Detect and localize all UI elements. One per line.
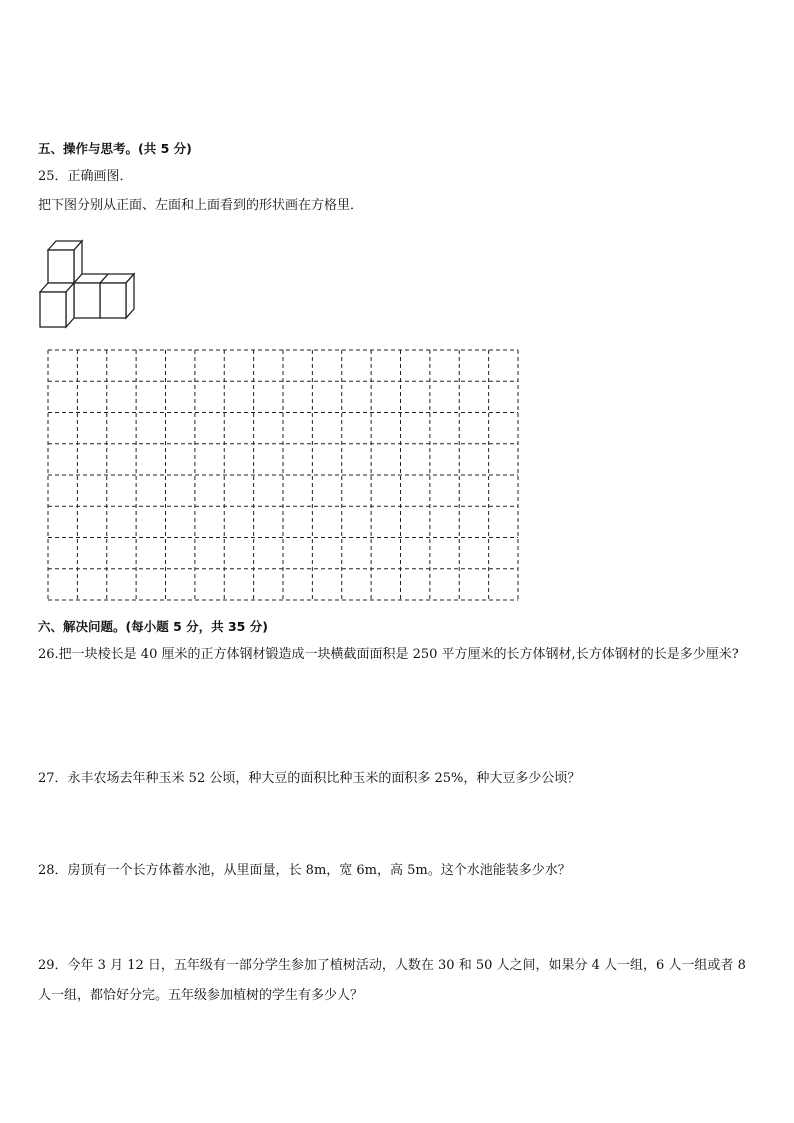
dashed-drawing-grid [46, 348, 524, 606]
question-25-title: 25．正确画图． [38, 169, 133, 184]
question-26: 26.把一块棱长是 40 厘米的正方体钢材锻造成一块横截面面积是 250 平方厘米的长方体钢材,长方体钢材的长是多少厘米? [38, 647, 739, 662]
question-29: 29．今年 3 月 12 日，五年级有一部分学生参加了植树活动，人数在 30 和 50 人之间，如果分 4 人一组，6 人一组或者 8 人一组，都恰好分完。五年级参加植树的学生有多少人？ [38, 958, 746, 1003]
section-6-heading: 六、解决问题。(每小题 5 分，共 35 分) [38, 619, 268, 634]
question-25-instruction: 把下图分别从正面、左面和上面看到的形状画在方格里． [38, 198, 364, 213]
cube-top [48, 241, 82, 283]
cube-front [40, 283, 74, 327]
question-27: 27．永丰农场去年种玉米 52 公顷，种大豆的面积比种玉米的面积多 25%，种大豆多少公顷？ [38, 771, 581, 786]
cube-rear-3 [100, 274, 134, 318]
section-5-heading: 五、操作与思考。(共 5 分) [38, 141, 192, 156]
question-28: 28．房顶有一个长方体蓄水池，从里面量，长 8m，宽 6m，高 5m。这个水池能装多少水？ [38, 863, 571, 878]
cube-stack-figure [38, 236, 140, 332]
